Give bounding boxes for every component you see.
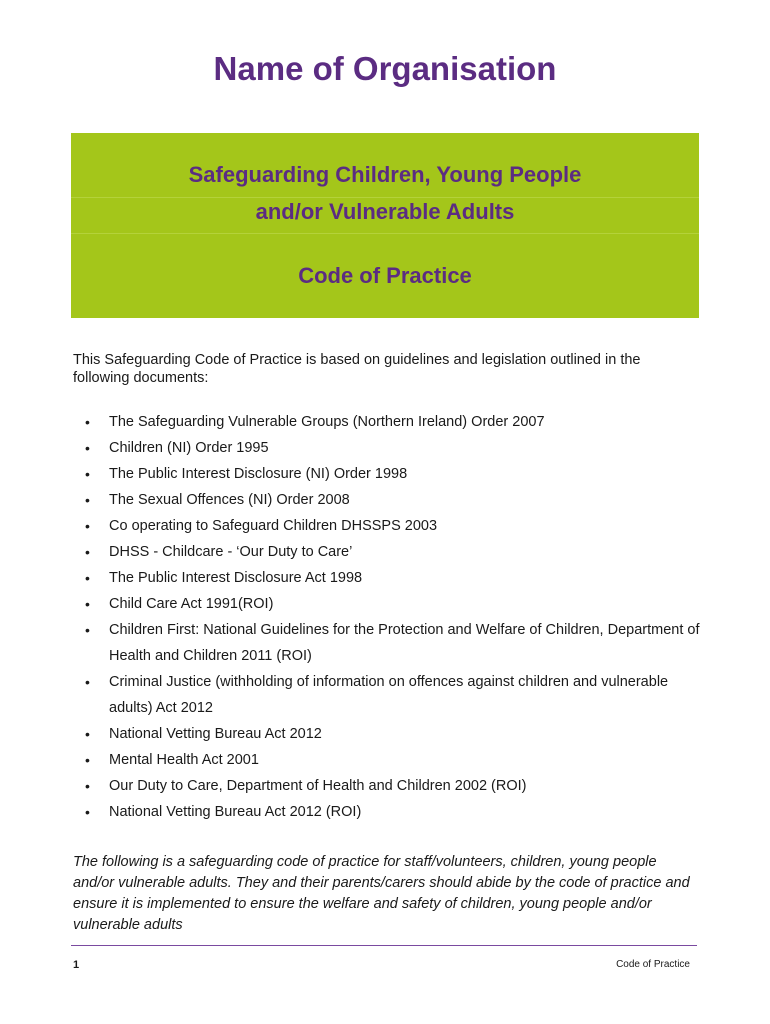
banner-heading-line-1: Safeguarding Children, Young People xyxy=(188,162,582,187)
banner-heading-line-2: and/or Vulnerable Adults xyxy=(255,199,515,224)
bullet-icon: • xyxy=(85,492,90,508)
organisation-title: Name of Organisation xyxy=(213,50,557,87)
legislation-list-item xyxy=(0,487,770,513)
title-banner xyxy=(71,133,699,318)
legislation-list-item xyxy=(0,669,770,721)
footer-divider xyxy=(71,945,697,946)
closing-paragraph: The following is a safeguarding code of practice for staff/volunteers, children, young people and/or vulnerable adults. They and their parents/carers should abide by the code of practice and ensure it is implemented to ensure the welfare and safety of children, young people and/or vulnerable adults xyxy=(73,854,690,933)
footer-label: Code of Practice xyxy=(616,959,690,970)
banner-code-of-practice: Code of Practice xyxy=(298,263,472,288)
bullet-icon: • xyxy=(85,414,90,430)
legislation-list-item xyxy=(0,565,770,591)
bullet-icon: • xyxy=(85,440,90,456)
legislation-text: DHSS - Childcare - ‘Our Duty to Care’ xyxy=(109,544,353,560)
legislation-text: The Public Interest Disclosure (NI) Order 1998 xyxy=(109,466,408,482)
legislation-text: The Safeguarding Vulnerable Groups (Northern Ireland) Order 2007 xyxy=(109,414,545,430)
bullet-icon: • xyxy=(85,518,90,534)
bullet-icon: • xyxy=(85,570,90,586)
legislation-list-item xyxy=(0,591,770,617)
legislation-list-item xyxy=(0,617,770,669)
bullet-icon: • xyxy=(85,466,90,482)
legislation-list-item xyxy=(0,435,770,461)
legislation-list-item xyxy=(0,409,770,435)
legislation-text: Criminal Justice (withholding of information on offences against children and vulnerable adults) Act 2012 xyxy=(109,674,669,716)
legislation-text: The Sexual Offences (NI) Order 2008 xyxy=(109,492,350,508)
bullet-icon: • xyxy=(85,622,90,638)
legislation-list-item xyxy=(0,721,770,747)
banner-divider xyxy=(71,197,699,198)
legislation-list-item xyxy=(0,799,770,825)
legislation-text: Our Duty to Care, Department of Health and Children 2002 (ROI) xyxy=(109,778,527,794)
banner-divider xyxy=(71,233,699,234)
legislation-text: National Vetting Bureau Act 2012 xyxy=(109,726,322,742)
bullet-icon: • xyxy=(85,778,90,794)
legislation-list-item xyxy=(0,513,770,539)
legislation-text: Mental Health Act 2001 xyxy=(109,752,259,768)
bullet-icon: • xyxy=(85,674,90,690)
intro-paragraph: This Safeguarding Code of Practice is based on guidelines and legislation outlined in the following documents: xyxy=(73,352,641,386)
legislation-list-item xyxy=(0,747,770,773)
legislation-text: Co operating to Safeguard Children DHSSPS 2003 xyxy=(109,518,438,534)
bullet-icon: • xyxy=(85,596,90,612)
legislation-text: The Public Interest Disclosure Act 1998 xyxy=(109,570,363,586)
legislation-list-item xyxy=(0,773,770,799)
legislation-list xyxy=(0,409,770,825)
page-number: 1 xyxy=(73,959,80,971)
legislation-text: Child Care Act 1991(ROI) xyxy=(109,596,274,612)
legislation-list-item xyxy=(0,461,770,487)
legislation-text: National Vetting Bureau Act 2012 (ROI) xyxy=(109,804,362,820)
bullet-icon: • xyxy=(85,804,90,820)
legislation-text: Children First: National Guidelines for the Protection and Welfare of Children, Department of Health and Children 2011 (ROI) xyxy=(109,622,700,664)
legislation-text: Children (NI) Order 1995 xyxy=(109,440,269,456)
bullet-icon: • xyxy=(85,726,90,742)
bullet-icon: • xyxy=(85,752,90,768)
bullet-icon: • xyxy=(85,544,90,560)
legislation-list-item xyxy=(0,539,770,565)
